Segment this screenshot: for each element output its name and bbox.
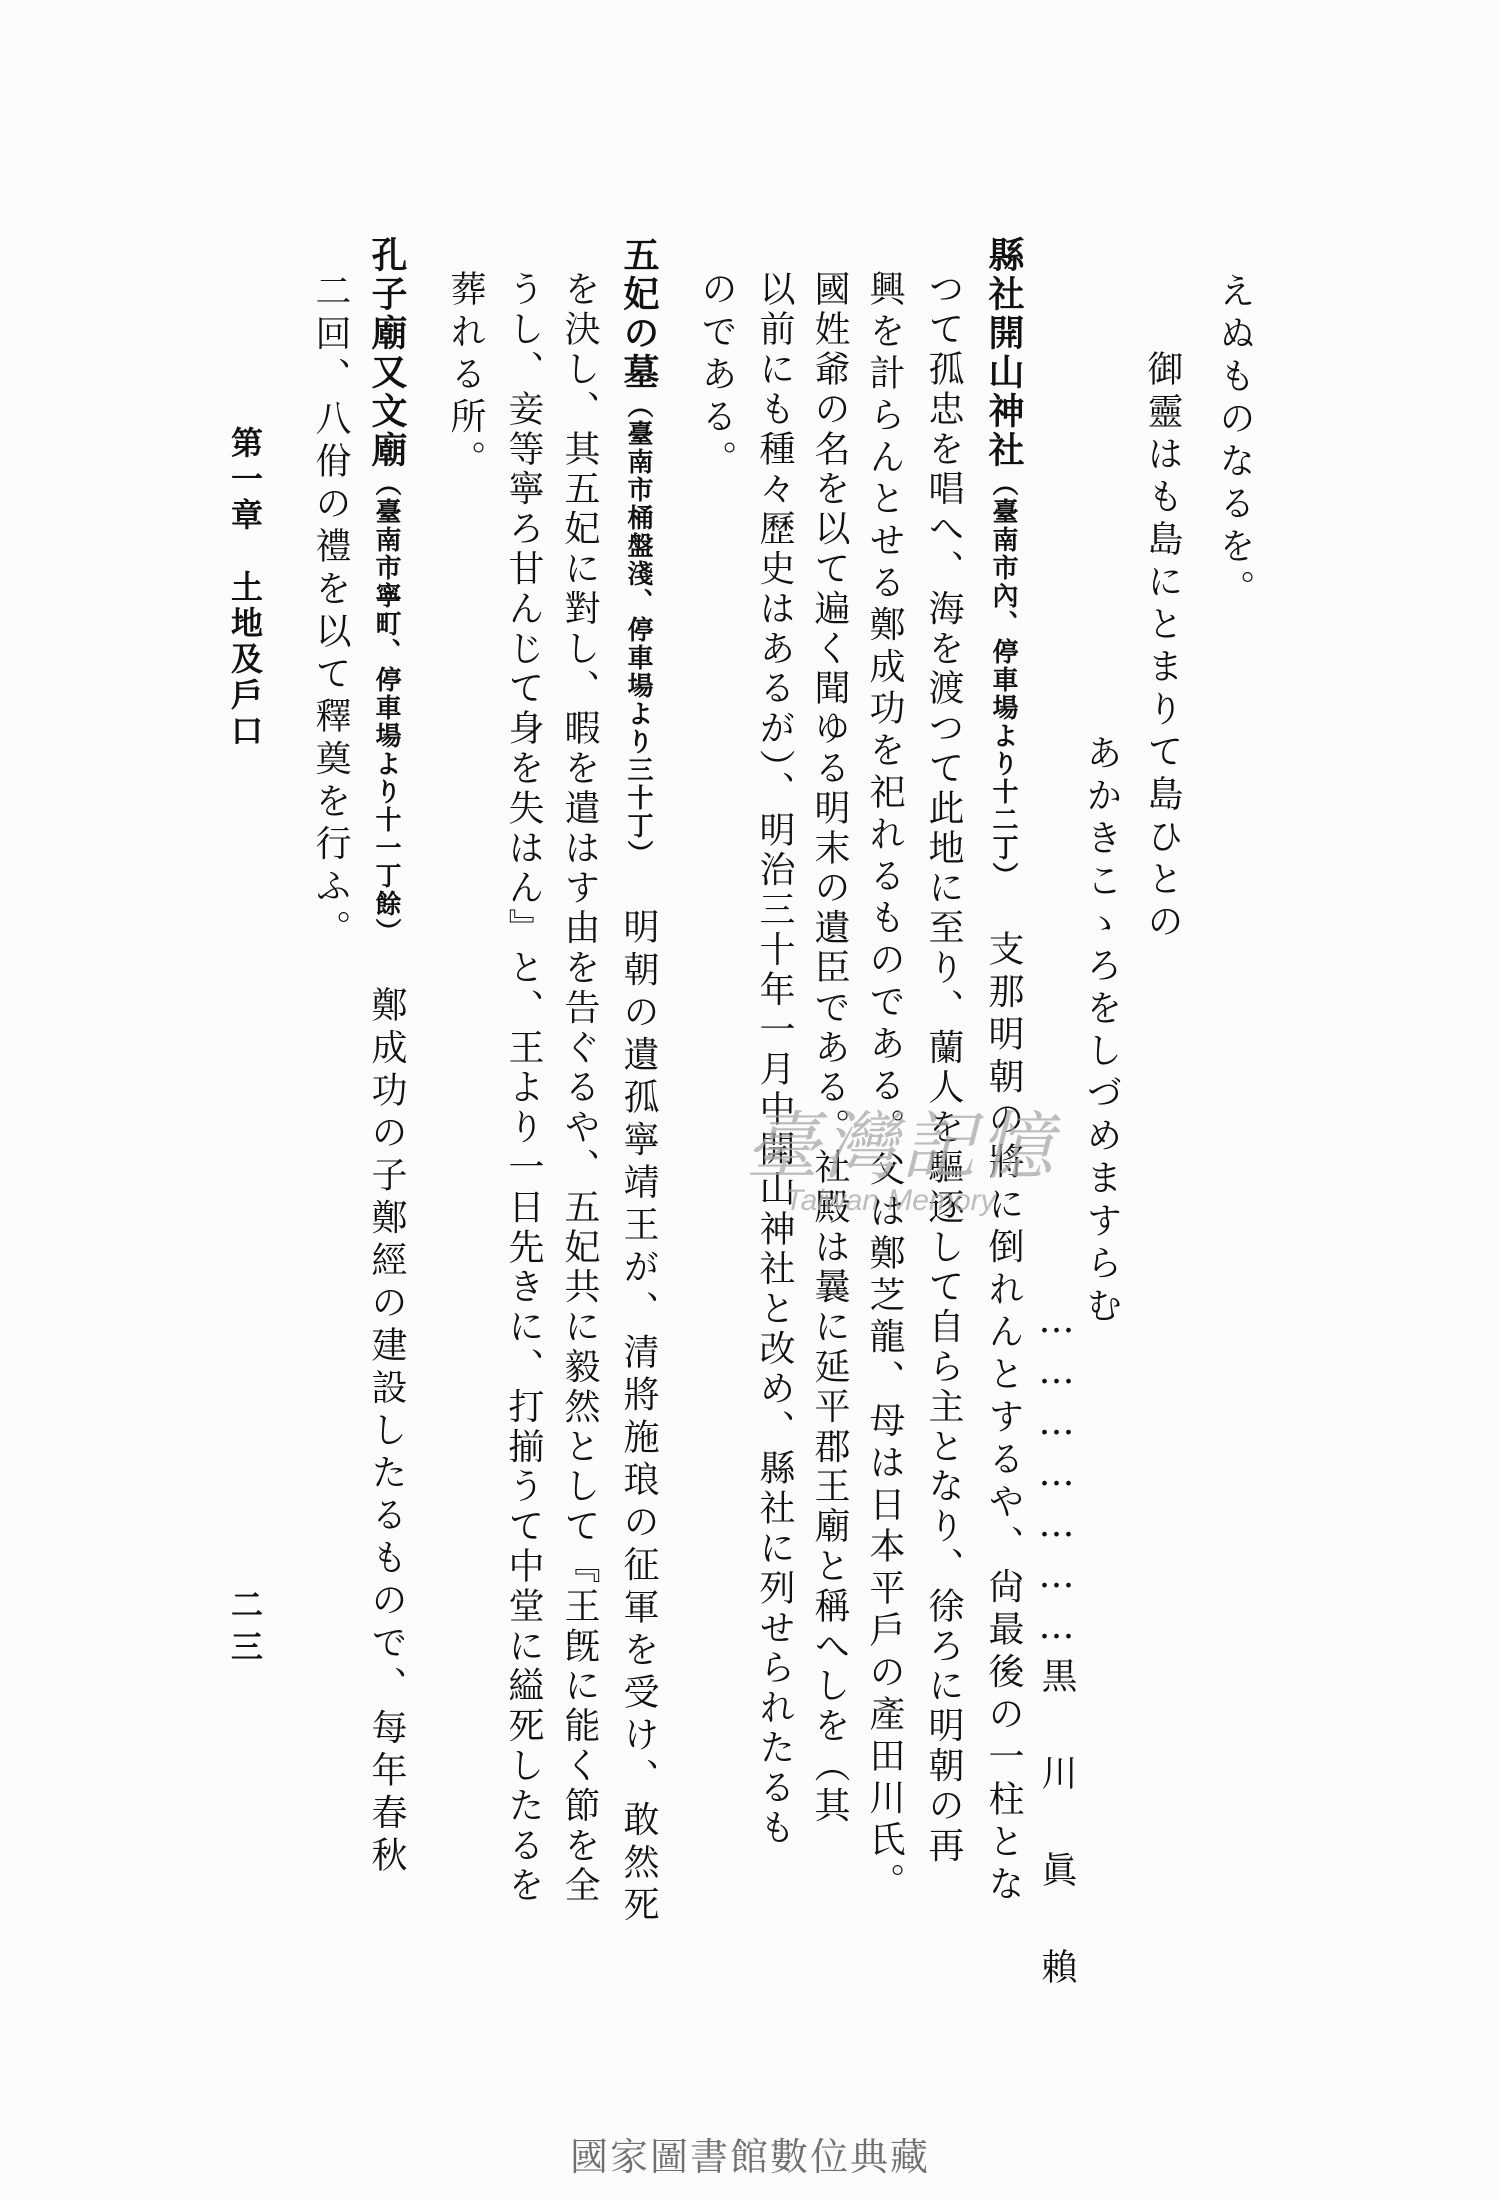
section-1-text-line-4: 國姓爺の名を以て遍く聞ゆる明末の遺臣である。社殿は曩に延平郡王廟と稱へしを（其 <box>809 270 850 1827</box>
section-2-text-line-4: 葬れる所。 <box>445 270 486 483</box>
section-1-text-line-1: 支那明朝の將に倒れんとするや、尙最後の一柱とな <box>983 930 1024 1908</box>
section-3-text-line-1: 鄭成功の子鄭經の建設したるもので、每年春秋 <box>366 986 407 1879</box>
section-2-heading-line <box>618 236 659 1928</box>
section-1-heading-line <box>983 236 1024 1908</box>
section-2-title: 五妃の墓 <box>618 236 659 392</box>
section-3-title: 孔子廟又文廟 <box>366 236 407 470</box>
section-1-text-line-3: 興を計らんとせる鄭成功を祀れるものである。父は鄭芝龍、母は日本平戶の產田川氏。 <box>864 270 905 1905</box>
section-1-text-line-2: つて孤忠を唱へ、海を渡つて此地に至り、蘭人を驅逐して自ら主となり、徐ろに明朝の再 <box>923 270 964 1866</box>
section-2-text-line-1: 明朝の遺孤寧靖王が、清將施琅の征軍を受け、敢然死 <box>618 908 659 1928</box>
poem-attribution: …………………黒 川 眞 賴 <box>1036 1300 1077 1994</box>
library-caption: 國家圖書館數位典藏 <box>569 2135 930 2179</box>
poem-line-2: 御靈はも島にとまりて島ひとの <box>1142 350 1183 945</box>
page-number: 二三 <box>226 1588 264 1672</box>
section-3-location-note: （臺南市寧町、停車場より十一丁餘） <box>371 470 401 946</box>
taiwan-memory-watermark <box>745 1104 1205 1250</box>
section-1-title: 縣社開山神社 <box>983 236 1024 470</box>
section-2-text-line-2: を決し、其五妃に對し、暇を遣はす由を告ぐるや、五妃共に毅然として『王旣に能く節を全 <box>559 270 600 1906</box>
poem-line-3: あかきこゝろをしづめますらむ <box>1081 734 1122 1329</box>
section-3-heading-line <box>366 236 407 1879</box>
watermark-en-text: Taiwan Memory <box>785 1184 996 1217</box>
watermark-cjk-text: 臺灣記憶 <box>745 1104 1057 1190</box>
poem-line-1: えぬものなるを。 <box>1214 272 1255 612</box>
chapter-footer: 第一章 土地及戶口 <box>226 426 264 750</box>
section-3-text-line-2: 二回、八佾の禮を以て釋奠を行ふ。 <box>310 272 351 952</box>
section-1-location-note: （臺南市內、停車場より十二丁） <box>988 470 1018 890</box>
section-1-text-line-6: のである。 <box>696 270 737 483</box>
section-1-text-line-5: 以前にも種々歷史はあるが）、明治三十年一月中開山神社と改め、縣社に列せられたるも <box>754 270 795 1848</box>
section-2-location-note: （臺南市桶盤淺、停車場より三十丁） <box>623 392 653 868</box>
section-2-text-line-3: うし、妾等寧ろ甘んじて身を失はん』と、王より一日先きに、打揃うて中堂に縊死したるを <box>503 270 544 1906</box>
